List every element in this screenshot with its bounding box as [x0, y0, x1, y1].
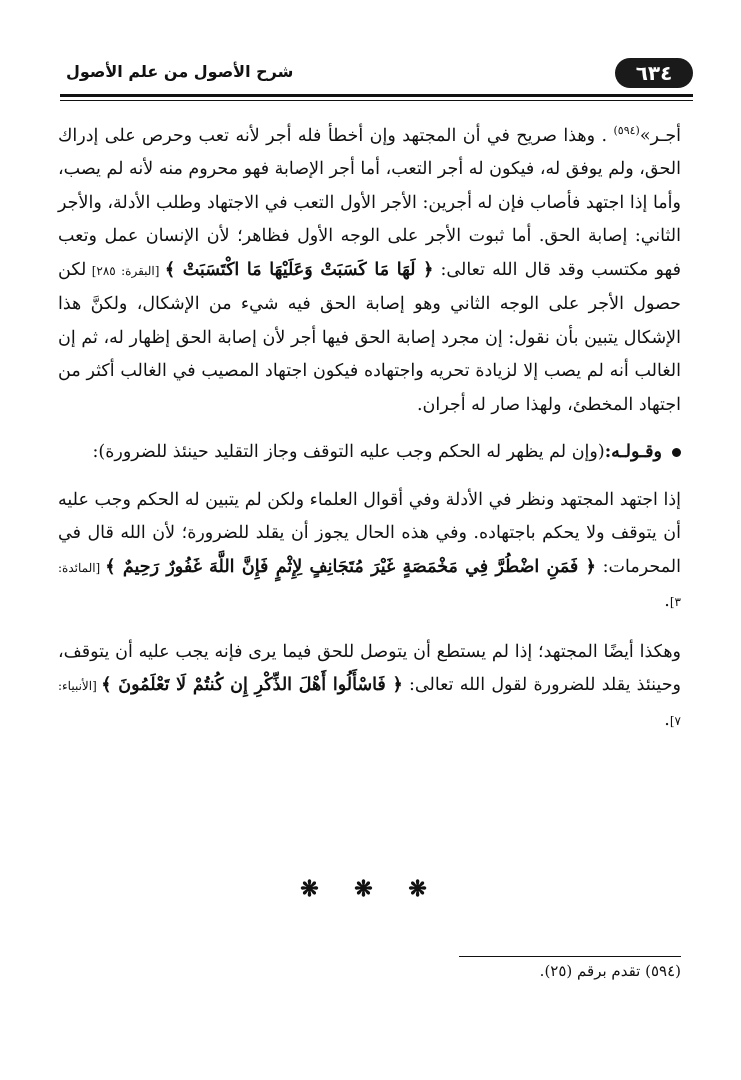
- footnote-rule: [459, 956, 681, 957]
- paragraph-2: [58, 436, 681, 470]
- quran-verse-1: ﴿ لَهَا مَا كَسَبَتْ وَعَلَيْهَا مَا اكْتَسَبَتْ ﴾: [164, 259, 434, 280]
- header-rule-thick: [60, 94, 693, 97]
- running-title: شرح الأصول من علم الأصول: [66, 62, 294, 81]
- paragraph-1-start: أجـر»: [639, 125, 681, 146]
- page-number: ٦٣٤: [615, 58, 693, 88]
- section-separator: ❋ ❋ ❋: [300, 876, 441, 902]
- quran-verse-3: ﴿ فَاسْأَلُوا أَهْلَ الذِّكْرِ إِن كُنتُمْ لَا تَعْلَمُونَ ﴾: [101, 675, 403, 696]
- footnote-594: (٥٩٤) تقدم برقم (٢٥).: [539, 962, 681, 980]
- paragraph-2-text: (وإن لم يظهر له الحكم وجب عليه التوقف وجاز التقليد حينئذ للضرورة):: [92, 442, 605, 463]
- page-body: [58, 110, 681, 738]
- verse-reference-2: [المائدة: ٣]: [58, 560, 681, 610]
- verse-reference-3: [الأنبياء: ٧]: [58, 679, 681, 728]
- paragraph-1-text-2: لكن حصول الأجر على الوجه الثاني وهو إصابة الحق فيه شيء من الإشكال، ولكنَّ هذا الإشكال يتبين بأن نقول: إن مجرد إصابة الحق فيها أجر لأن إصابة الحق إظهار له، ثم إن الغالب أنه لم يصب إلا لزيادة تحريه واجتهاده فيكون اجتهاد المصيب في الغالب أكثر من اجتهاد المخطئ، ولهذا صار له أجران.: [58, 259, 681, 415]
- paragraph-1: [58, 114, 681, 422]
- header-rule-thin: [60, 100, 693, 101]
- paragraph-3-end: .: [664, 591, 670, 612]
- paragraph-4: [58, 636, 681, 739]
- footnote-marker: (٥٩٤): [613, 124, 640, 137]
- bullet-icon: [672, 448, 681, 457]
- paragraph-4-text-1: وهكذا أيضًا المجتهد؛ إذا لم يستطع أن يتوصل للحق فيما يرى فإنه يجب عليه أن يتوقف، وحينئذ يقلد للضرورة لقول الله تعالى:: [58, 641, 681, 696]
- page-header: [60, 52, 693, 96]
- paragraph-3: [58, 484, 681, 620]
- verse-reference-1: [البقرة: ٢٨٥]: [86, 263, 165, 278]
- paragraph-1-text-1: . وهذا صريح في أن المجتهد وإن أخطأ فله أجر لأنه تعب وحرص على إدراك الحق، ولم يوفق له، فيكون له أجر التعب، أما أجر الإصابة فهو محروم منه لأنه لم يصب، وأما إذا اجتهد فأصاب فإن له أجرين: الأجر الأول التعب في الاجتهاد وطلب الأدلة، والأجر الثاني: إصابة الحق. أما ثبوت الأجر على الوجه الأول فظاهر؛ لأن الإنسان عمل وتعب فهو مكتسب وقد قال الله تعالى:: [58, 125, 681, 280]
- paragraph-4-end: .: [664, 709, 670, 730]
- paragraph-3-text-1: إذا اجتهد المجتهد ونظر في الأدلة وفي أقوال العلماء ولكن لم يتبين له الحكم وجب عليه أن يتوقف ولا يحكم باجتهاده. وفي هذه الحال يجوز أن يقلد للضرورة؛ لأن الله قال في المحرمات:: [58, 489, 681, 577]
- quran-verse-2: ﴿ فَمَنِ اضْطُرَّ فِي مَخْمَصَةٍ غَيْرَ مُتَجَانِفٍ لِإِثْمٍ فَإِنَّ اللَّهَ غَفُورٌ رَحِيمٌ ﴾: [105, 556, 596, 577]
- paragraph-2-lead: وقـولـه:: [604, 442, 662, 463]
